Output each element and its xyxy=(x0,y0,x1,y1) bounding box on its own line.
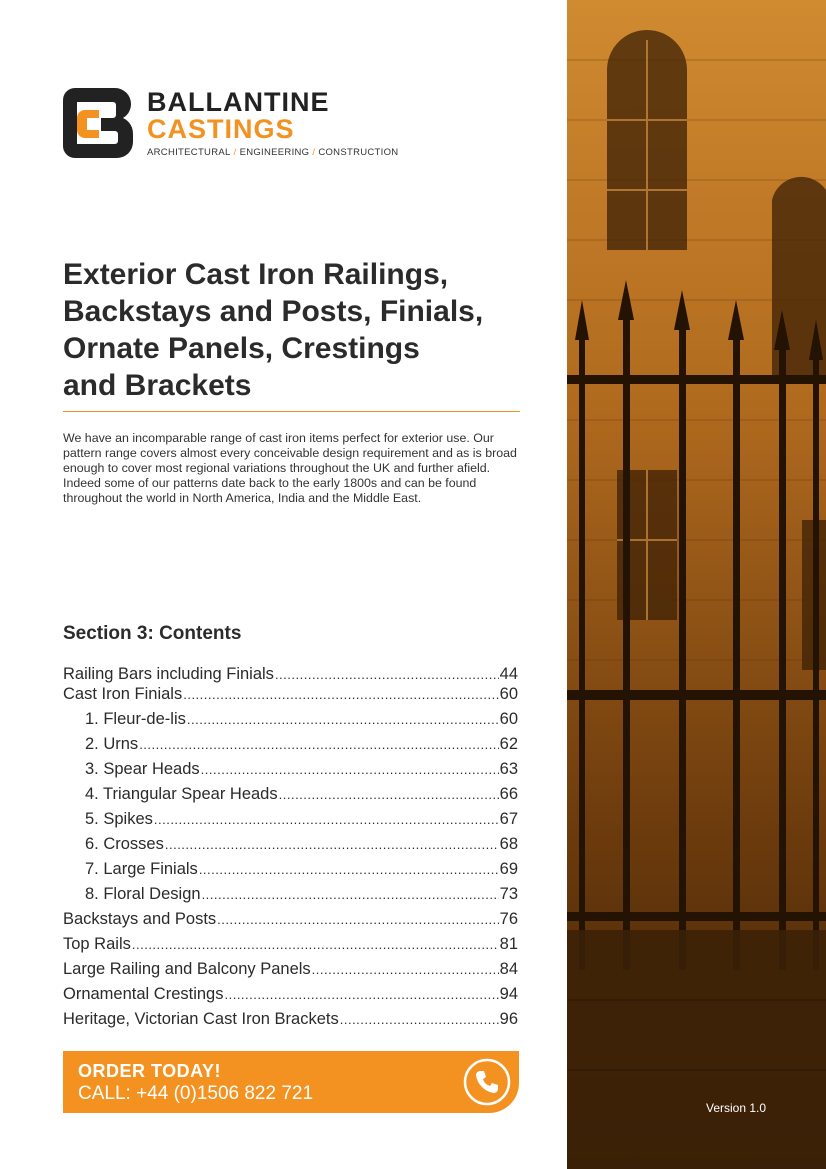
title-divider xyxy=(63,411,520,412)
toc-leader xyxy=(217,910,498,929)
toc-entry[interactable] xyxy=(63,665,518,685)
phone-icon[interactable] xyxy=(463,1058,511,1106)
toc-entry-page: 60 xyxy=(499,685,518,703)
toc-entry[interactable] xyxy=(63,710,518,735)
toc-entry[interactable] xyxy=(63,735,518,760)
toc-leader xyxy=(183,685,498,704)
toc-entry-page: 60 xyxy=(499,710,518,728)
toc-entry-page: 94 xyxy=(499,985,518,1003)
toc-leader xyxy=(199,860,499,879)
hero-photo-panel xyxy=(567,0,826,1169)
toc-entry-label: Ornamental Crestings xyxy=(63,985,224,1003)
brand-name-line2: CASTINGS xyxy=(147,114,295,144)
logo-mark-icon xyxy=(63,88,135,158)
tagline-separator: / xyxy=(233,147,237,158)
toc-entry-page: 73 xyxy=(499,885,518,903)
page-title xyxy=(63,256,533,404)
tagline-part: CONSTRUCTION xyxy=(318,147,399,158)
toc-entry-label: Large Railing and Balcony Panels xyxy=(63,960,311,978)
toc-entry-label: 7. Large Finials xyxy=(85,860,198,878)
intro-paragraph: We have an incomparable range of cast iron items perfect for exterior use. Our pattern range covers almost every conceivable design requirement and as is broad enough to cover most regional variations throughout the UK and further afield. Indeed some of our patterns date back to the early 1800s and can be found throughout the world in North America, India and the Middle East. xyxy=(63,431,517,505)
toc-entry[interactable] xyxy=(63,910,518,935)
toc-leader xyxy=(154,810,499,829)
toc-leader xyxy=(132,935,499,954)
toc-entry-label: Heritage, Victorian Cast Iron Brackets xyxy=(63,1010,339,1028)
toc-entry-label: 2. Urns xyxy=(85,735,139,753)
brand-logo xyxy=(63,88,403,160)
toc-entry-page: 84 xyxy=(499,960,518,978)
toc-entry-label: 4. Triangular Spear Heads xyxy=(85,785,278,803)
toc-entry[interactable] xyxy=(63,1010,518,1035)
title-line: and Brackets xyxy=(63,369,252,402)
toc-entry-page: 66 xyxy=(499,785,518,803)
toc-entry-label: 1. Fleur-de-lis xyxy=(85,710,186,728)
toc-leader xyxy=(139,735,498,754)
toc-entry-page: 76 xyxy=(499,910,518,928)
toc-entry[interactable] xyxy=(63,835,518,860)
brand-name-line1: BALLANTINE xyxy=(147,87,330,117)
brand-tagline xyxy=(147,147,398,158)
toc-entry-label: 5. Spikes xyxy=(85,810,153,828)
order-phone-number[interactable]: CALL: +44 (0)1506 822 721 xyxy=(78,1083,314,1104)
toc-leader xyxy=(340,1010,499,1029)
toc-leader xyxy=(187,710,499,729)
table-of-contents xyxy=(63,665,518,1035)
toc-entry-page: 81 xyxy=(499,935,518,953)
title-line: Exterior Cast Iron Railings, xyxy=(63,258,449,291)
toc-entry-label: Cast Iron Finials xyxy=(63,685,183,703)
toc-entry[interactable] xyxy=(63,785,518,810)
contents-heading: Section 3: Contents xyxy=(63,623,242,644)
toc-entry-page: 68 xyxy=(499,835,518,853)
toc-entry[interactable] xyxy=(63,810,518,835)
order-banner[interactable] xyxy=(63,1051,519,1113)
toc-entry[interactable] xyxy=(63,760,518,785)
toc-entry-page: 63 xyxy=(499,760,518,778)
toc-entry-label: Top Rails xyxy=(63,935,131,953)
toc-entry-label: Railing Bars including Finials xyxy=(63,665,274,683)
toc-entry-label: Backstays and Posts xyxy=(63,910,217,928)
toc-entry[interactable] xyxy=(63,685,518,710)
toc-entry-label: 6. Crosses xyxy=(85,835,164,853)
toc-leader xyxy=(201,760,499,779)
toc-leader xyxy=(279,785,499,804)
toc-entry[interactable] xyxy=(63,935,518,960)
toc-entry-page: 62 xyxy=(499,735,518,753)
toc-leader xyxy=(312,960,499,979)
title-line: Ornate Panels, Crestings xyxy=(63,332,420,365)
toc-leader xyxy=(202,885,499,904)
building-railings-image xyxy=(567,0,826,1169)
toc-entry[interactable] xyxy=(63,860,518,885)
toc-entry[interactable] xyxy=(63,985,518,1010)
tagline-part: ARCHITECTURAL xyxy=(147,147,231,158)
tagline-separator: / xyxy=(312,147,316,158)
order-title: ORDER TODAY! xyxy=(78,1061,222,1081)
toc-entry-page: 44 xyxy=(499,665,518,683)
title-line: Backstays and Posts, Finials, xyxy=(63,295,484,328)
toc-entry[interactable] xyxy=(63,960,518,985)
toc-entry[interactable] xyxy=(63,885,518,910)
toc-entry-page: 67 xyxy=(499,810,518,828)
toc-leader xyxy=(224,985,498,1004)
toc-leader xyxy=(165,835,499,854)
toc-entry-label: 3. Spear Heads xyxy=(85,760,200,778)
toc-leader xyxy=(275,665,499,684)
version-label: Version 1.0 xyxy=(706,1101,767,1115)
tagline-part: ENGINEERING xyxy=(239,147,310,158)
toc-entry-label: 8. Floral Design xyxy=(85,885,201,903)
toc-entry-page: 96 xyxy=(499,1010,518,1028)
toc-entry-page: 69 xyxy=(499,860,518,878)
